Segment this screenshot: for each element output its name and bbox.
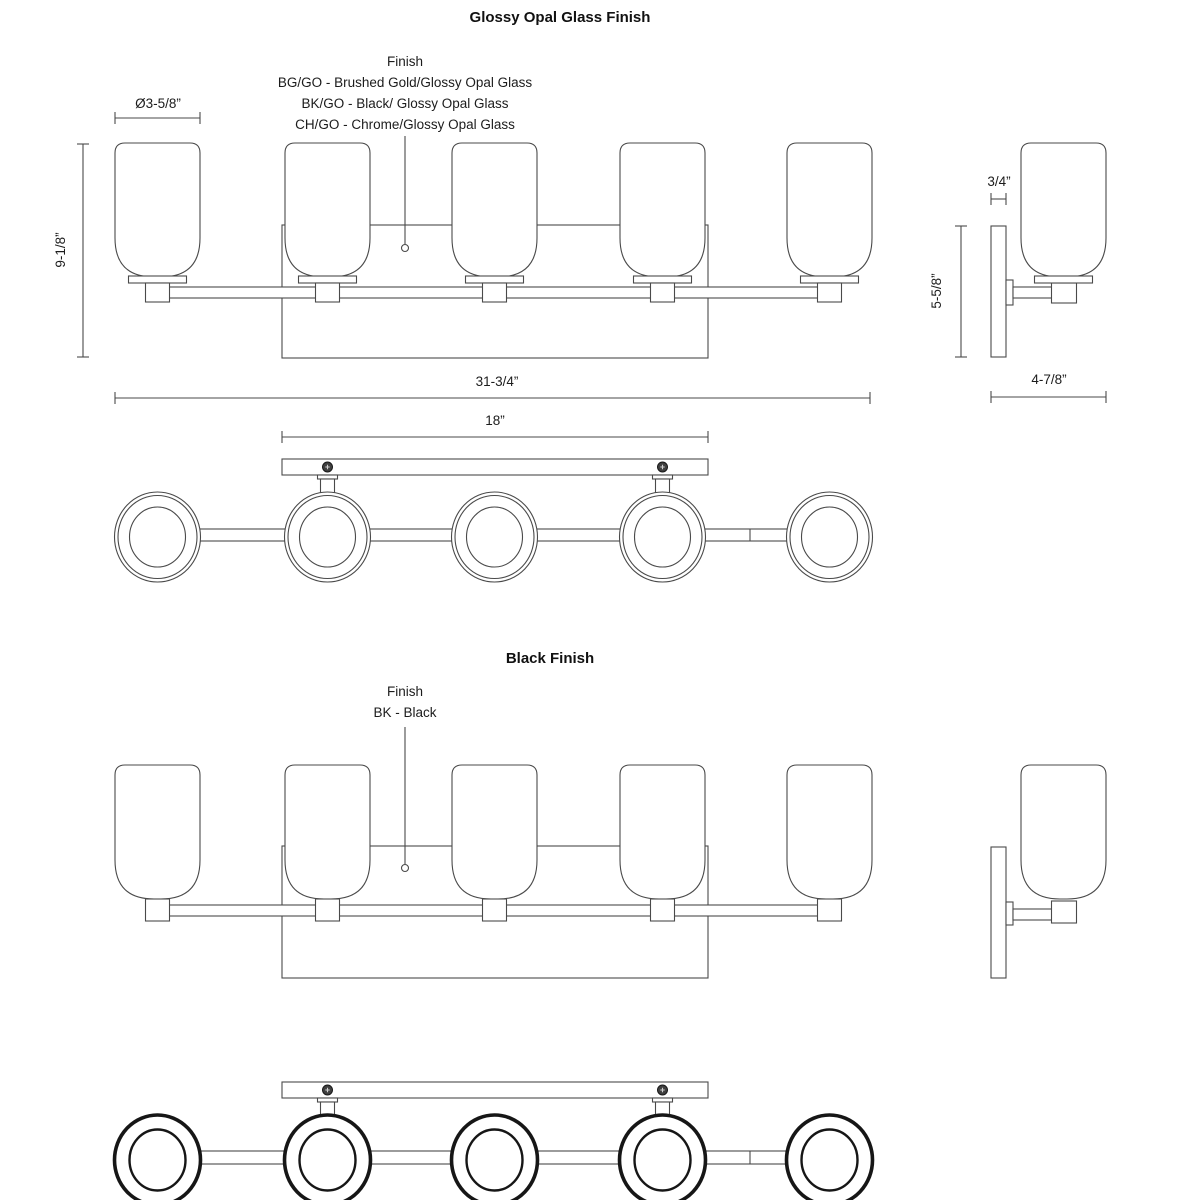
- leader-dot: [402, 865, 409, 872]
- dim-fixture-height: [53, 144, 89, 357]
- section-glossy-opal: [53, 9, 1106, 582]
- glass-shade: [285, 765, 370, 899]
- screw: [323, 462, 333, 472]
- screw: [658, 1085, 668, 1095]
- glass-shade: [1021, 143, 1106, 277]
- section-title: Black Finish: [505, 650, 595, 667]
- socket: [1052, 283, 1077, 303]
- top-view: [115, 413, 873, 582]
- shade-ring: [787, 1115, 873, 1200]
- arm: [1013, 909, 1052, 920]
- glass-shade: [115, 143, 200, 277]
- glass-shade: [115, 765, 200, 899]
- finish-callout: [373, 684, 436, 864]
- finish-option: BG/GO - Brushed Gold/Glossy Opal Glass: [277, 75, 533, 90]
- glass-shade: [787, 765, 872, 899]
- front-view: [115, 143, 872, 358]
- dim-backplate-depth: [987, 174, 1010, 205]
- shade-ring: [115, 1115, 201, 1200]
- socket: [1052, 901, 1077, 923]
- shade-ring: [115, 492, 201, 582]
- dim-label: Ø3-5/8”: [135, 96, 181, 111]
- dim-label: 18”: [485, 413, 505, 428]
- finish-option: BK - Black: [373, 705, 437, 720]
- shade-ring: [285, 1115, 371, 1200]
- section-black: [115, 650, 1107, 1200]
- mounting-plate: [282, 1082, 708, 1098]
- dim-label: 4-7/8”: [1031, 372, 1067, 387]
- dim-shade-diameter: [115, 96, 200, 124]
- glass-shade: [1021, 765, 1106, 899]
- arm-flange: [1006, 902, 1013, 925]
- screw: [323, 1085, 333, 1095]
- socket: [483, 899, 507, 921]
- glass-shade: [620, 143, 705, 277]
- dim-overall-width: [115, 374, 870, 404]
- socket: [818, 899, 842, 921]
- glass-shade: [452, 143, 537, 277]
- wall-plate: [991, 847, 1006, 978]
- bottom-view: [115, 1082, 873, 1200]
- finish-option: BK/GO - Black/ Glossy Opal Glass: [301, 96, 509, 111]
- dim-label: 5-5/8”: [929, 273, 944, 309]
- side-view: [929, 143, 1106, 403]
- dim-backplate-width: [282, 413, 708, 443]
- shade-ring: [787, 492, 873, 582]
- shade-ring: [620, 1115, 706, 1200]
- leader-dot: [402, 245, 409, 252]
- dim-label: 9-1/8”: [53, 232, 68, 268]
- dim-label: 31-3/4”: [475, 374, 519, 389]
- mounting-plate: [282, 459, 708, 475]
- arm: [1013, 287, 1052, 298]
- finish-label: Finish: [386, 684, 424, 699]
- finish-label: Finish: [386, 54, 424, 69]
- finish-option: CH/GO - Chrome/Glossy Opal Glass: [295, 117, 515, 132]
- dim-extension: [991, 372, 1106, 403]
- glass-shade: [285, 143, 370, 277]
- screw: [658, 462, 668, 472]
- shade-collar: [1035, 276, 1093, 283]
- glass-shade: [620, 765, 705, 899]
- dim-backplate-height: [929, 226, 967, 357]
- section-title: Glossy Opal Glass Finish: [469, 9, 651, 26]
- front-view: [115, 765, 872, 978]
- wall-plate: [991, 226, 1006, 357]
- socket: [316, 899, 340, 921]
- shade-ring: [452, 492, 538, 582]
- shade-ring: [620, 492, 706, 582]
- shade-ring: [285, 492, 371, 582]
- glass-shade: [787, 143, 872, 277]
- dim-label: 3/4”: [987, 174, 1011, 189]
- socket: [146, 899, 170, 921]
- socket: [651, 899, 675, 921]
- glass-shade: [452, 765, 537, 899]
- side-view: [991, 765, 1106, 978]
- shade-ring: [452, 1115, 538, 1200]
- arm-flange: [1006, 280, 1013, 305]
